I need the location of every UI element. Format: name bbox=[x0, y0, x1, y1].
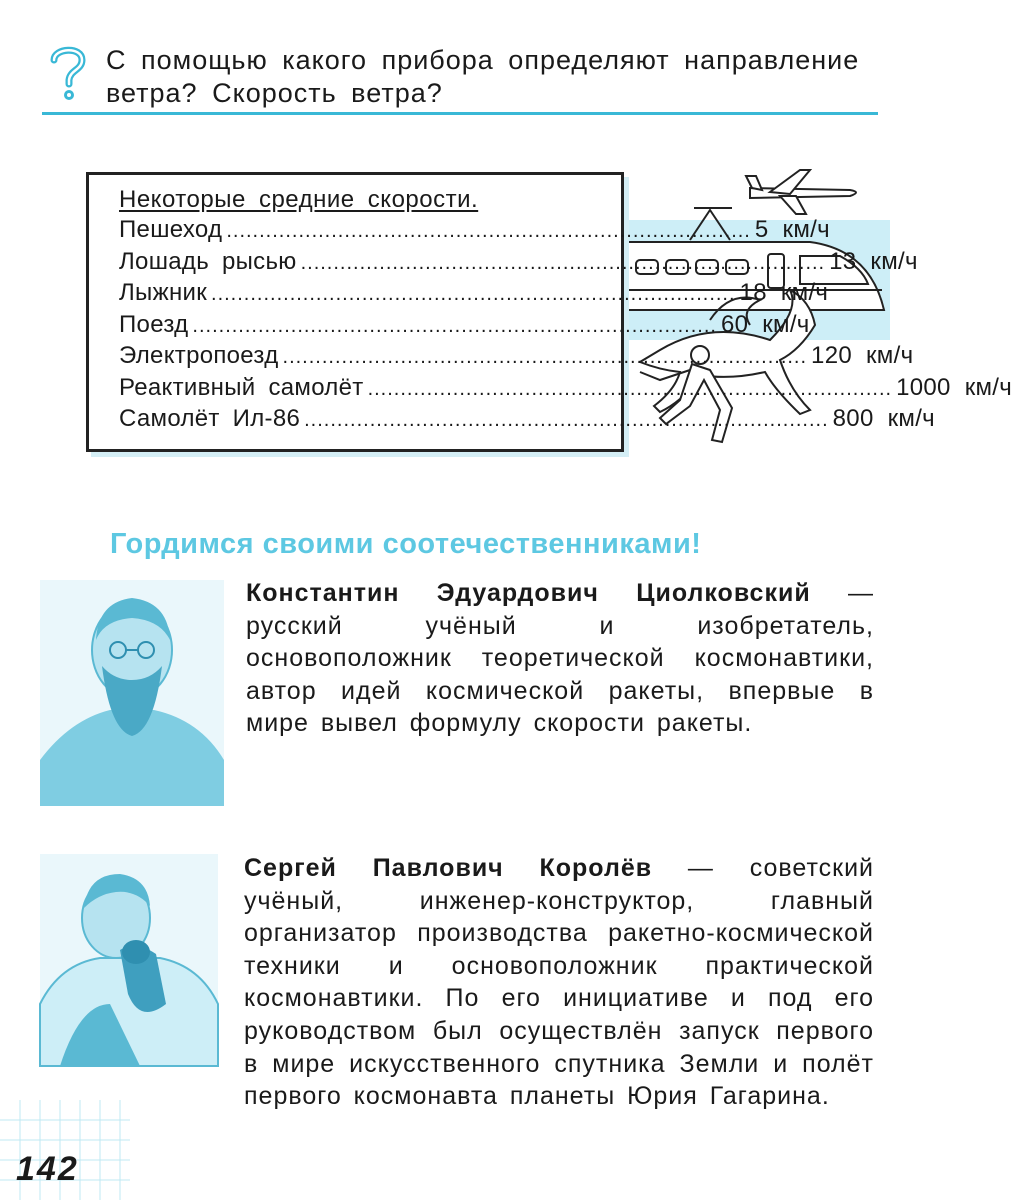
speed-value: 18 bbox=[739, 279, 767, 306]
speed-name: Самолёт Ил-86 bbox=[119, 405, 301, 432]
speed-value: 800 bbox=[832, 405, 874, 432]
question-text: С помощью какого прибора определяют направление ветра? Скорость ветра? bbox=[106, 45, 860, 108]
speed-name: Поезд bbox=[119, 310, 189, 338]
speed-value: 5 bbox=[754, 216, 769, 243]
speed-row bbox=[119, 341, 914, 373]
divider-line bbox=[42, 112, 878, 115]
speed-value: 120 bbox=[811, 342, 852, 369]
leader-dots: ................................................................................ bbox=[304, 409, 829, 431]
speed-name: Пешеход bbox=[119, 216, 223, 243]
speed-value: 13 bbox=[829, 247, 857, 275]
speed-unit: км/ч bbox=[887, 405, 935, 432]
speed-name: Лошадь рысью bbox=[119, 247, 297, 275]
speed-unit: км/ч bbox=[964, 373, 1012, 401]
question-mark-icon bbox=[40, 40, 96, 104]
speed-unit: км/ч bbox=[782, 216, 830, 243]
speed-value: 1000 bbox=[896, 373, 951, 401]
leader-dots: ................................................................................ bbox=[300, 251, 826, 274]
bio-name: Константин Эдуардович Циолковский bbox=[246, 579, 811, 607]
leader-dots: ................................................................................ bbox=[211, 283, 736, 305]
speed-row bbox=[119, 278, 829, 310]
tsiolkovsky-portrait bbox=[40, 580, 224, 806]
page-number: 142 bbox=[16, 1150, 79, 1188]
bio-text: — русский учёный и изобретатель, основоположник теоретической космонавтики, автор идей космической ракеты, впервые в мире вывел формулу скорости ракеты. bbox=[246, 579, 874, 738]
leader-dots: ................................................................................ bbox=[367, 377, 893, 400]
speed-row bbox=[119, 404, 935, 436]
speed-row bbox=[119, 215, 830, 247]
speed-row bbox=[119, 310, 810, 342]
speed-unit: км/ч bbox=[866, 342, 914, 369]
speed-name: Реактивный самолёт bbox=[119, 373, 364, 401]
korolev-bio bbox=[244, 852, 874, 1113]
speed-row bbox=[119, 247, 918, 279]
leader-dots: ................................................................................ bbox=[192, 314, 717, 337]
section-heading: Гордимся своими соотечественниками! bbox=[110, 528, 702, 560]
speed-name: Лыжник bbox=[119, 279, 208, 306]
speed-unit: км/ч bbox=[870, 247, 918, 275]
speed-name: Электропоезд bbox=[119, 342, 279, 369]
speed-value: 60 bbox=[720, 310, 749, 338]
bio-text: — советский учёный, инженер-конструктор, главный организатор производства ракетно-космической техники и основоположник практической космонавтики. По его инициативе и под его руководством был осуществлён запуск первого в мире искусственного спутника Земли и полёт первого космонавта планеты Юрия Гагарина. bbox=[244, 854, 874, 1111]
speed-unit: км/ч bbox=[780, 279, 829, 306]
airplane-icon bbox=[746, 170, 856, 214]
leader-dots: ................................................................................ bbox=[226, 220, 751, 242]
speeds-title: Некоторые средние скорости. bbox=[119, 186, 479, 213]
tsiolkovsky-bio bbox=[246, 577, 874, 740]
speeds-table bbox=[86, 172, 1012, 452]
leader-dots: ................................................................................ bbox=[282, 346, 808, 368]
korolev-portrait bbox=[40, 854, 218, 1066]
speed-row bbox=[119, 373, 1012, 405]
bio-name: Сергей Павлович Королёв bbox=[244, 854, 653, 882]
speed-unit: км/ч bbox=[762, 310, 810, 338]
